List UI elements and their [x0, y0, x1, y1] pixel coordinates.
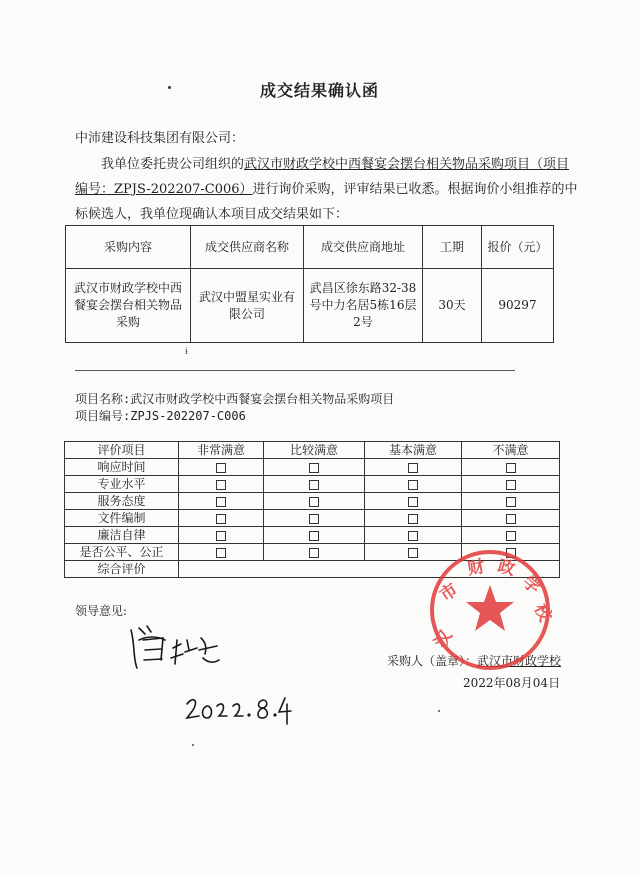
checkbox[interactable] — [216, 548, 226, 558]
eval-row — [65, 493, 560, 510]
svg-text:校: 校 — [529, 600, 555, 625]
eval-header: 评价项目 — [65, 442, 179, 459]
eval-header: 基本满意 — [365, 442, 462, 459]
eval-row — [65, 459, 560, 476]
eval-item: 廉洁自律 — [65, 527, 179, 544]
cell-duration: 30天 — [423, 269, 482, 343]
checkbox[interactable] — [408, 463, 418, 473]
result-header-row — [66, 226, 554, 269]
svg-text:汉: 汉 — [430, 627, 457, 652]
checkbox[interactable] — [408, 480, 418, 490]
eval-item: 专业水平 — [65, 476, 179, 493]
cell-address: 武昌区徐东路32-38号中力名居5栋16层2号 — [304, 269, 423, 343]
eval-row — [65, 476, 560, 493]
page-title: 成交结果确认函 — [259, 81, 379, 100]
speck-mark — [438, 710, 440, 712]
speck-mark — [192, 744, 194, 746]
body-text-2: 进行询价采购，评审结果已收悉。根据询价小组推荐的中标候选人，我单位现确认本项目成交结果如下： — [75, 182, 578, 222]
checkbox[interactable] — [216, 497, 226, 507]
handwritten-signature — [125, 620, 225, 675]
sign-date: 2022年08月04日 — [463, 676, 561, 690]
svg-text:市: 市 — [436, 579, 462, 606]
checkbox[interactable] — [506, 463, 516, 473]
project-reference: 武汉市财政学校中西餐宴会摆台相关物品采购项目（项目编号：ZPJS-202207-C006） — [75, 157, 570, 197]
checkbox[interactable] — [309, 463, 319, 473]
eval-header: 不满意 — [462, 442, 560, 459]
result-row — [66, 269, 554, 343]
checkbox[interactable] — [506, 531, 516, 541]
checkbox[interactable] — [408, 548, 418, 558]
eval-item: 是否公平、公正 — [65, 544, 179, 561]
purchaser-name: 武汉市财政学校 — [477, 654, 562, 668]
cell-price: 90297 — [482, 269, 554, 343]
eval-row — [65, 510, 560, 527]
eval-overall-label: 综合评价 — [65, 561, 179, 578]
svg-text:政: 政 — [495, 556, 518, 581]
leader-opinion-label: 领导意见: — [75, 604, 128, 618]
svg-text:学: 学 — [518, 572, 545, 599]
eval-item: 文件编制 — [65, 510, 179, 527]
checkbox[interactable] — [309, 480, 319, 490]
checkbox[interactable] — [309, 497, 319, 507]
header-cell: 采购内容 — [66, 226, 191, 269]
checkbox[interactable] — [506, 497, 516, 507]
body-text-1: 我单位委托贵公司组织的 — [101, 157, 245, 172]
svg-text:财: 财 — [466, 556, 487, 580]
cell-supplier: 武汉中盟星实业有限公司 — [191, 269, 304, 343]
cell-content: 武汉市财政学校中西餐宴会摆台相关物品采购 — [66, 269, 191, 343]
checkbox[interactable] — [506, 514, 516, 524]
checkbox[interactable] — [216, 514, 226, 524]
speck-mark: ɨ — [185, 347, 188, 357]
checkbox[interactable] — [408, 514, 418, 524]
eval-header: 比较满意 — [264, 442, 365, 459]
official-seal-stamp — [425, 545, 555, 675]
checkbox[interactable] — [216, 480, 226, 490]
checkbox[interactable] — [506, 480, 516, 490]
purchaser-label: 采购人（盖章）： — [387, 654, 478, 668]
evaluation-header-row — [65, 442, 560, 459]
result-table — [65, 225, 554, 343]
checkbox[interactable] — [309, 514, 319, 524]
body-paragraph — [75, 152, 580, 227]
eval-item: 响应时间 — [65, 459, 179, 476]
header-cell: 工期 — [423, 226, 482, 269]
addressee: 中沛建设科技集团有限公司： — [75, 131, 245, 146]
project-number: 项目编号:ZPJS-202207-C006 — [75, 409, 246, 423]
eval-row — [65, 527, 560, 544]
checkbox[interactable] — [216, 463, 226, 473]
header-cell: 报价（元） — [482, 226, 554, 269]
divider — [75, 370, 515, 371]
checkbox[interactable] — [408, 531, 418, 541]
header-cell: 成交供应商名称 — [191, 226, 304, 269]
eval-item: 服务态度 — [65, 493, 179, 510]
checkbox[interactable] — [408, 497, 418, 507]
eval-header: 非常满意 — [179, 442, 264, 459]
checkbox[interactable] — [216, 531, 226, 541]
checkbox[interactable] — [309, 531, 319, 541]
project-name: 项目名称:武汉市财政学校中西餐宴会摆台相关物品采购项目 — [75, 392, 395, 406]
handwritten-date — [183, 690, 293, 730]
header-cell: 成交供应商地址 — [304, 226, 423, 269]
checkbox[interactable] — [309, 548, 319, 558]
